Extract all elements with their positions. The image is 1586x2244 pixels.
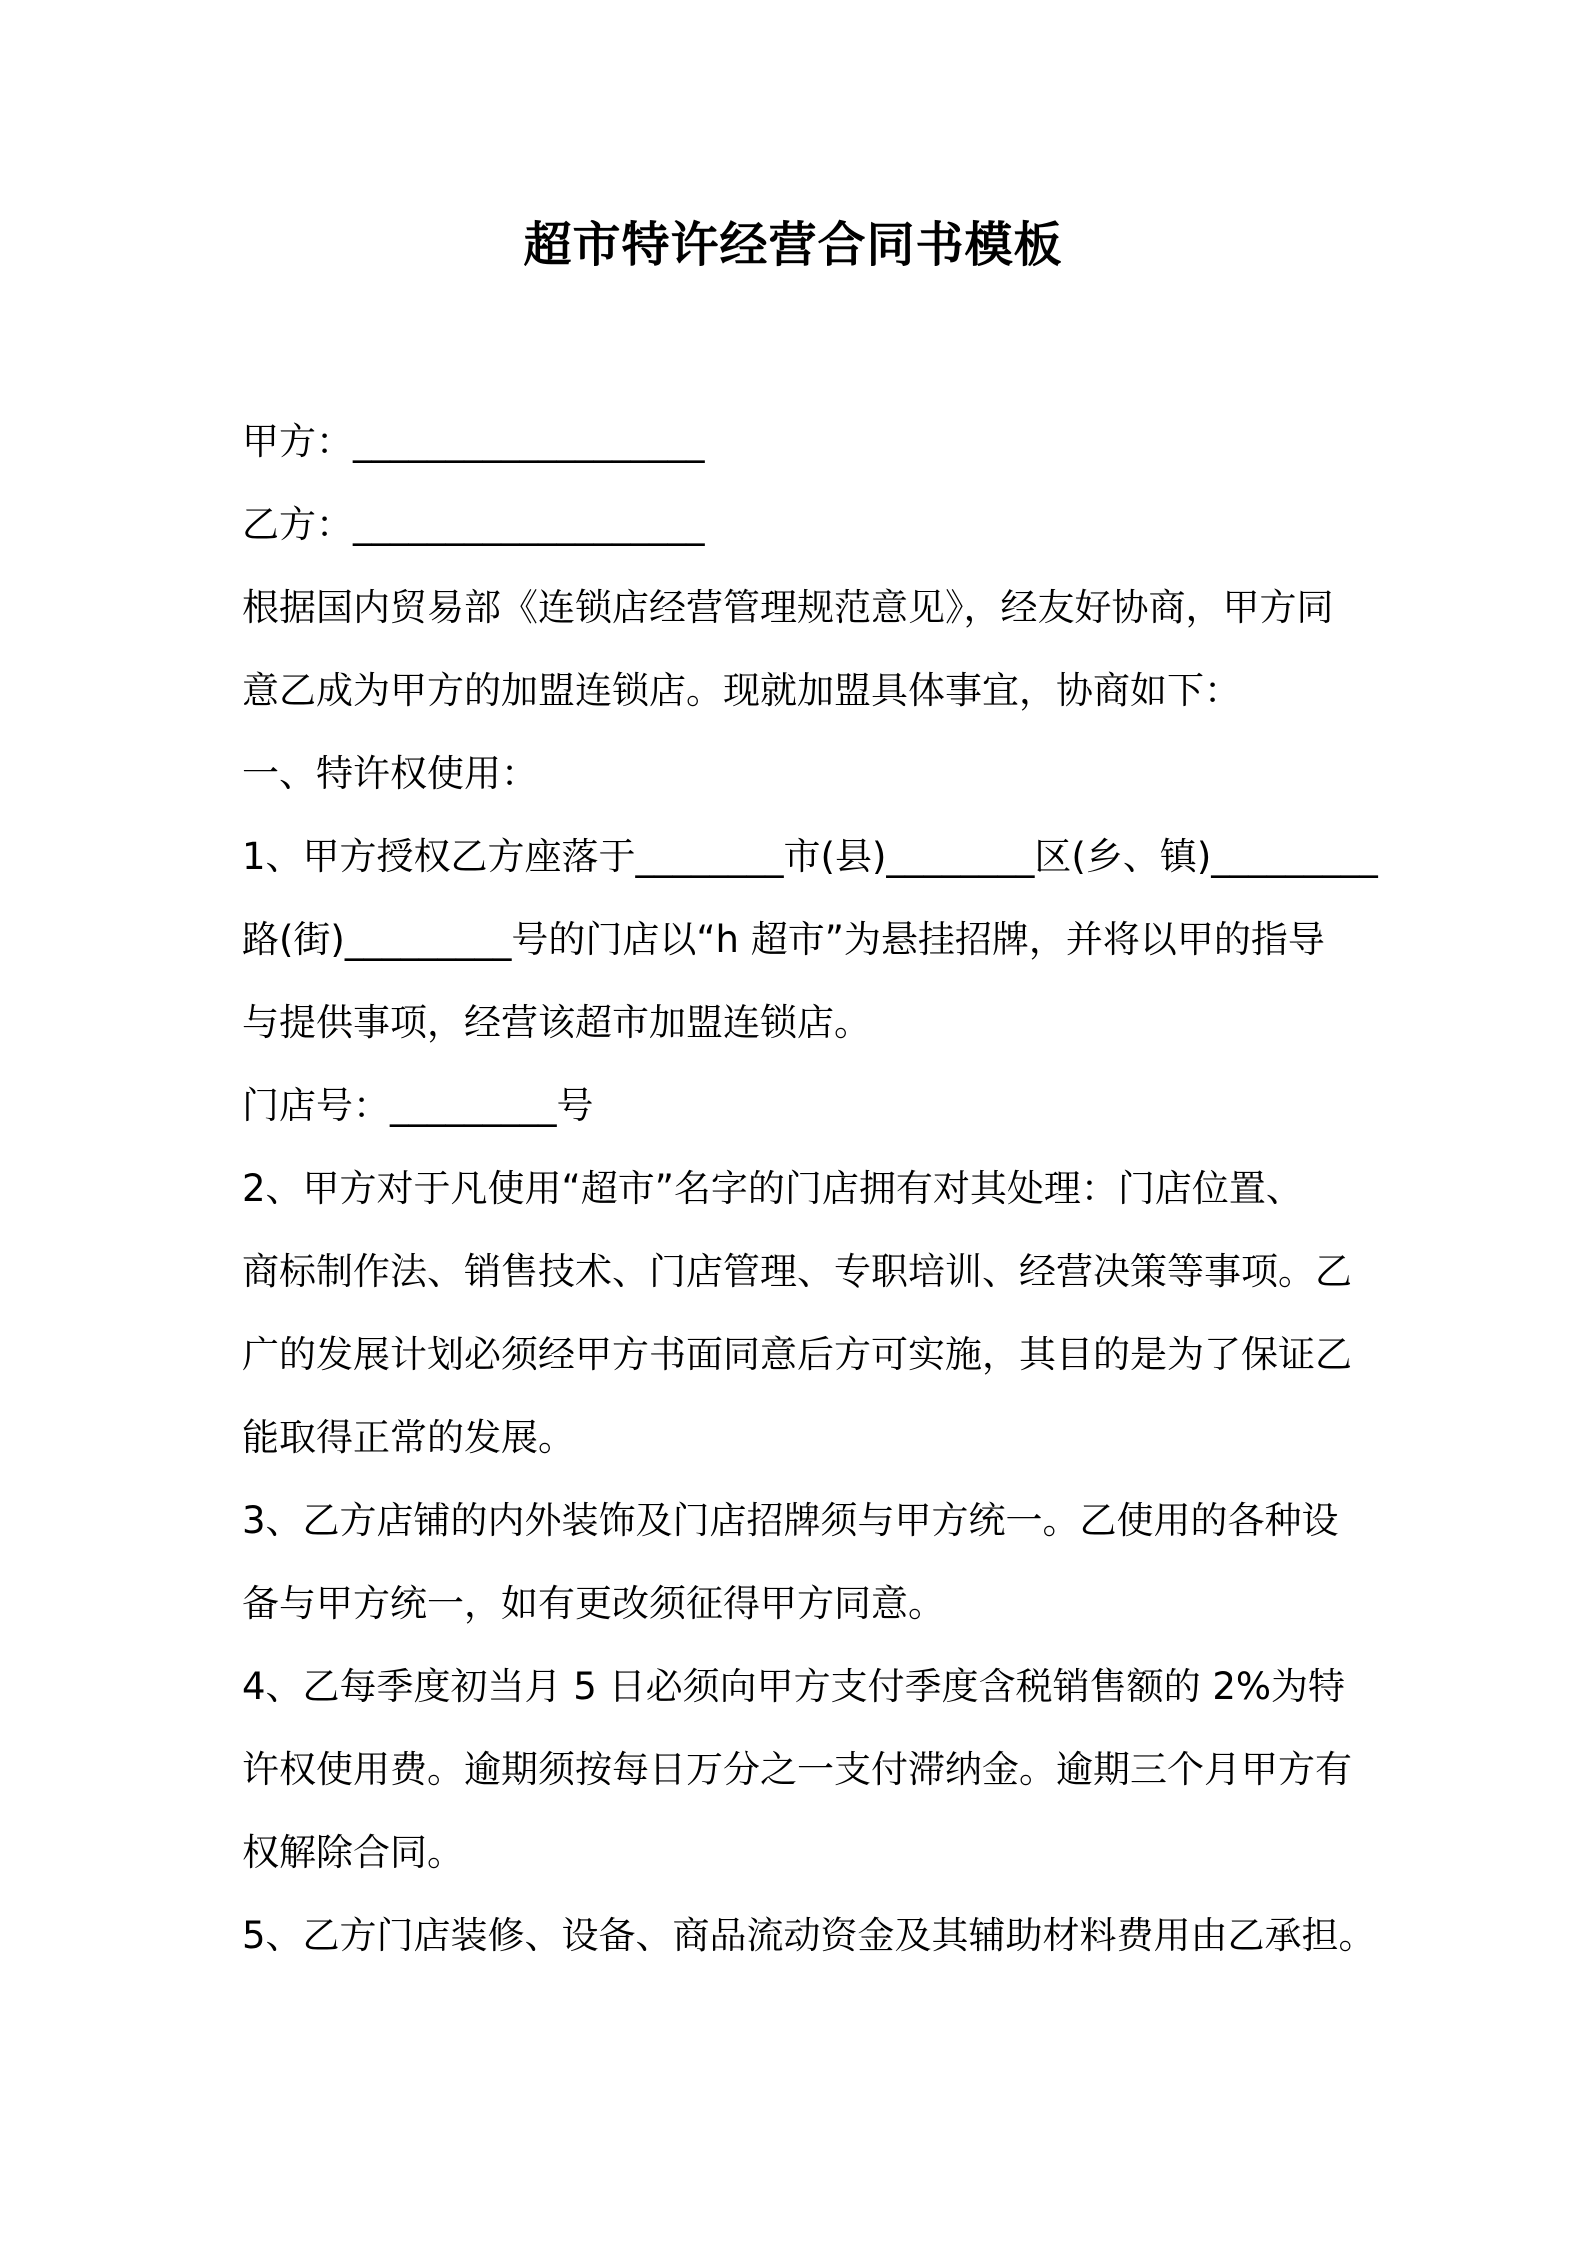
clause-1-line-3: 与提供事项，经营该超市加盟连锁店。	[242, 1001, 871, 1044]
clause-2-line-2: 商标制作法、销售技术、门店管理、专职培训、经营决策等事项。乙	[242, 1250, 1352, 1293]
document-title: 超市特许经营合同书模板	[523, 217, 1063, 273]
document-body	[242, 400, 1378, 1977]
clause-1-line-2: 路(街)_________号的门店以“h 超市”为悬挂招牌，并将以甲的指导	[242, 918, 1325, 961]
party-b-line: 乙方：___________________	[242, 503, 705, 546]
party-a-line: 甲方：___________________	[242, 420, 705, 463]
clause-3-line-1: 3、乙方店铺的内外装饰及门店招牌须与甲方统一。乙使用的各种设	[242, 1499, 1339, 1542]
intro-line-2: 意乙成为甲方的加盟连锁店。现就加盟具体事宜，协商如下：	[242, 669, 1241, 712]
clause-2-line-1: 2、甲方对于凡使用“超市”名字的门店拥有对其处理：门店位置、	[242, 1167, 1303, 1210]
clause-3-line-2: 备与甲方统一，如有更改须征得甲方同意。	[242, 1582, 945, 1625]
clause-1-line-1: 1、甲方授权乙方座落于________市(县)________区(乡、镇)_________	[242, 835, 1378, 878]
clause-4-line-1: 4、乙每季度初当月 5 日必须向甲方支付季度含税销售额的 2%为特	[242, 1665, 1346, 1708]
section-heading-1: 一、特许权使用：	[242, 752, 538, 795]
intro-line-1: 根据国内贸易部《连锁店经营管理规范意见》，经友好协商，甲方同	[242, 586, 1334, 629]
clause-5-line-1: 5、乙方门店装修、设备、商品流动资金及其辅助材料费用由乙承担。	[242, 1914, 1376, 1957]
clause-2-line-3: 广的发展计划必须经甲方书面同意后方可实施，其目的是为了保证乙	[242, 1333, 1352, 1376]
store-number-line: 门店号：_________号	[242, 1084, 594, 1127]
clause-4-line-2: 许权使用费。逾期须按每日万分之一支付滞纳金。逾期三个月甲方有	[242, 1748, 1352, 1791]
clause-4-line-3: 权解除合同。	[242, 1831, 464, 1874]
clause-2-line-4: 能取得正常的发展。	[242, 1416, 575, 1459]
